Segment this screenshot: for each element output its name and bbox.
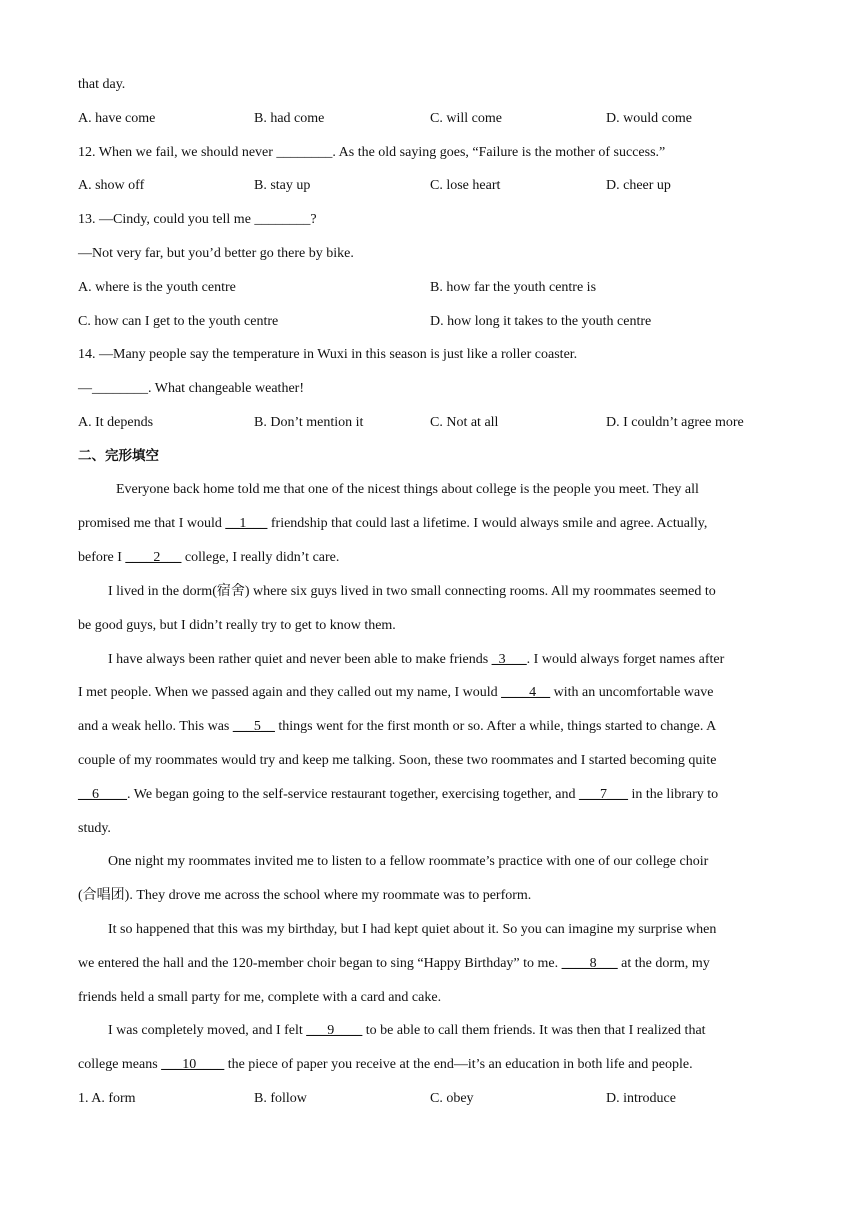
passage-line [108, 1022, 790, 1040]
passage-line [78, 786, 790, 804]
cloze-q1-option-b[interactable]: B. follow [254, 1091, 307, 1106]
blank-8[interactable]: ____8___ [561, 956, 618, 971]
q13-option-a[interactable]: A. where is the youth centre [78, 280, 236, 295]
cloze-q1-option-a[interactable]: 1. A. form [78, 1091, 136, 1106]
cloze-q1-option-d[interactable]: D. introduce [606, 1091, 676, 1106]
q12-option-c[interactable]: C. lose heart [430, 178, 501, 193]
q12-option-a[interactable]: A. show off [78, 178, 145, 193]
q11-option-d[interactable]: D. would come [606, 111, 692, 126]
q11-option-c[interactable]: C. will come [430, 111, 502, 126]
blank-7[interactable]: ___7___ [578, 787, 628, 802]
q14-reply: —________. What changeable weather! [78, 381, 304, 396]
q14-option-b[interactable]: B. Don’t mention it [254, 415, 364, 430]
text-run: with an uncomfortable wave [550, 685, 714, 700]
q13-option-b[interactable]: B. how far the youth centre is [430, 280, 597, 295]
blank-3[interactable]: _3___ [491, 652, 527, 667]
text-run: in the library to [627, 787, 719, 802]
q14-option-a[interactable]: A. It depends [78, 415, 154, 430]
text-run: before I [78, 550, 126, 565]
text-run: . We began going to the self-service restaurant together, exercising together, and [127, 787, 579, 802]
passage-line: couple of my roommates would try and keep me talking. Soon, these two roommates and I started becoming quite [78, 753, 717, 768]
text-run: I met people. When we passed again and they called out my name, I would [78, 685, 502, 700]
passage-line [78, 1056, 790, 1074]
q14-option-c[interactable]: C. Not at all [430, 415, 499, 430]
passage-line: be good guys, but I didn’t really try to get to know them. [78, 618, 396, 633]
blank-1[interactable]: __1___ [225, 516, 268, 531]
text-run: and a weak hello. This was [78, 719, 233, 734]
blank-9[interactable]: ___9____ [306, 1023, 363, 1038]
text-run: things went for the first month or so. After a while, things started to change. A [274, 719, 717, 734]
passage-line: friends held a small party for me, complete with a card and cake. [78, 990, 442, 1005]
q12-option-d[interactable]: D. cheer up [606, 178, 671, 193]
blank-2[interactable]: ____2___ [125, 550, 182, 565]
passage-line: I lived in the dorm(宿舍) where six guys lived in two small connecting rooms. All my roommates seemed to [108, 584, 716, 599]
blank-4[interactable]: ____4__ [501, 685, 551, 700]
text-run: promised me that I would [78, 516, 226, 531]
text-run: at the dorm, my [617, 956, 710, 971]
passage-line: study. [78, 821, 111, 836]
passage-line: (合唱团). They drove me across the school where my roommate was to perform. [78, 888, 532, 903]
blank-10[interactable]: ___10____ [161, 1057, 225, 1072]
passage-line [78, 549, 790, 567]
passage-line [78, 684, 790, 702]
q14-option-d[interactable]: D. I couldn’t agree more [606, 415, 744, 430]
q13-reply: —Not very far, but you’d better go there by bike. [78, 246, 354, 261]
passage-line [78, 955, 790, 973]
cloze-q1-option-c[interactable]: C. obey [430, 1091, 474, 1106]
section-title-cloze: 二、完形填空 [78, 448, 159, 464]
text-run: I was completely moved, and I felt [108, 1023, 307, 1038]
text-run: . I would always forget names after [526, 652, 725, 667]
q12-stem: 12. When we fail, we should never ________. As the old saying goes, “Failure is the mother of success.” [78, 145, 666, 160]
text-run: we entered the hall and the 120-member choir began to sing “Happy Birthday” to me. [78, 956, 562, 971]
passage-line: It so happened that this was my birthday, but I had kept quiet about it. So you can imagine my surprise when [108, 922, 717, 937]
q13-option-c[interactable]: C. how can I get to the youth centre [78, 314, 279, 329]
text-run: the piece of paper you receive at the end—it’s an education in both life and people. [224, 1057, 693, 1072]
text-run: to be able to call them friends. It was then that I realized that [362, 1023, 706, 1038]
q11-tail: that day. [78, 77, 126, 92]
blank-5[interactable]: ___5__ [232, 719, 275, 734]
passage-line: One night my roommates invited me to listen to a fellow roommate’s practice with one of our college choir [108, 854, 709, 869]
text-run: friendship that could last a lifetime. I would always smile and agree. Actually, [267, 516, 708, 531]
q13-option-d[interactable]: D. how long it takes to the youth centre [430, 314, 652, 329]
q14-stem: 14. —Many people say the temperature in Wuxi in this season is just like a roller coaster. [78, 347, 578, 362]
text-run: college, I really didn’t care. [181, 550, 340, 565]
blank-6[interactable]: __6____ [78, 787, 127, 802]
q11-option-a[interactable]: A. have come [78, 111, 156, 126]
q12-option-b[interactable]: B. stay up [254, 178, 311, 193]
passage-line [108, 651, 790, 669]
passage-line: Everyone back home told me that one of the nicest things about college is the people you meet. They all [116, 482, 699, 497]
text-run: college means [78, 1057, 162, 1072]
passage-line [78, 718, 790, 736]
passage-line [78, 515, 790, 533]
q11-option-b[interactable]: B. had come [254, 111, 325, 126]
q13-stem: 13. —Cindy, could you tell me ________? [78, 212, 317, 227]
text-run: I have always been rather quiet and never been able to make friends [108, 652, 492, 667]
